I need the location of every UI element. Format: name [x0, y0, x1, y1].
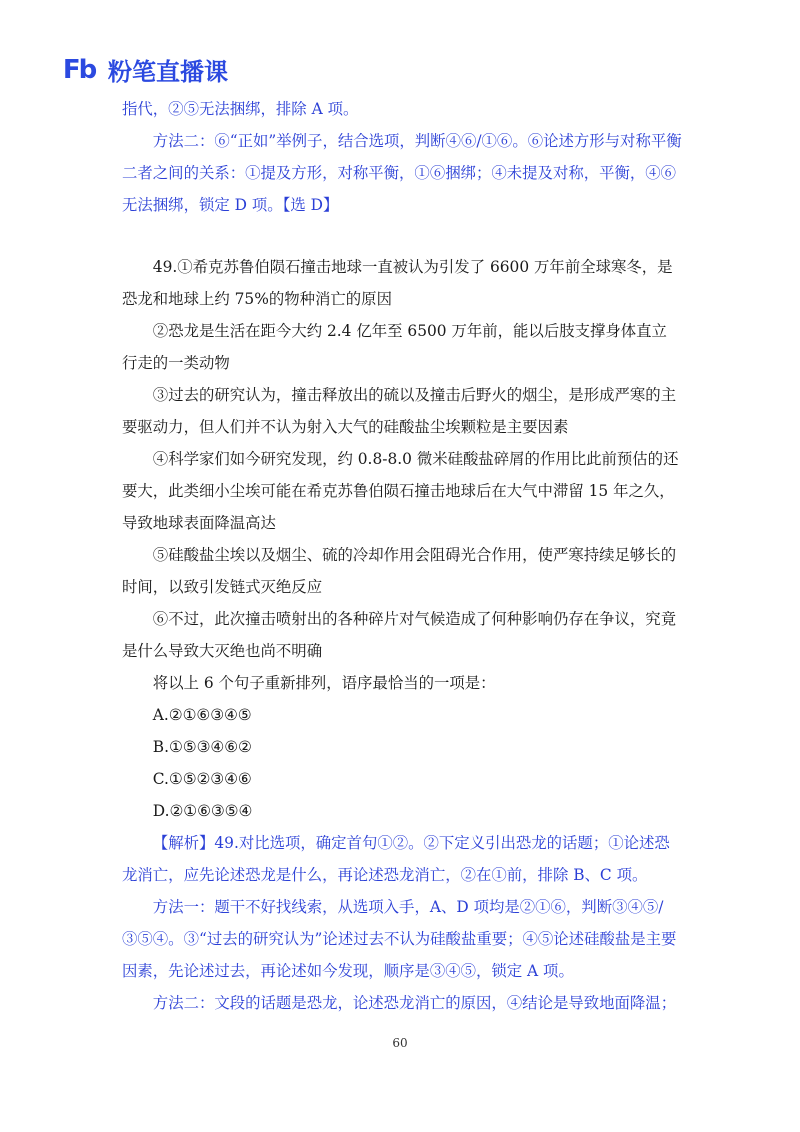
- brand-name: 粉笔直播课: [108, 58, 228, 86]
- question-sentence-1: 49.①希克苏鲁伯陨石撞击地球一直被认为引发了 6600 万年前全球寒冬，是恐龙和地球上约 75%的物种消亡的原因: [122, 258, 673, 308]
- brand-logo: [58, 52, 228, 87]
- question-sentence-6: ⑥不过，此次撞击喷射出的各种碎片对气候造成了何种影响仍存在争议，究竟是什么导致大灭绝也尚不明确: [122, 610, 677, 660]
- question-sentence-4: ④科学家们如今研究发现，约 0.8-8.0 微米硅酸盐碎屑的作用比此前预估的还要大，此类细小尘埃可能在希克苏鲁伯陨石撞击地球后在大气中滞留 15 年之久，导致地球表面降温高达: [122, 450, 679, 532]
- question-prompt: 将以上 6 个句子重新排列，语序最恰当的一项是：: [152, 674, 496, 692]
- page-number: 60: [392, 1036, 408, 1050]
- analysis-method1: 方法一：题干不好找线索，从选项入手，A、D 项均是②①⑥，判断③④⑤/③⑤④。③“过去的研究认为”论述过去不认为硅酸盐重要；④⑤论述硅酸盐是主要因素，先论述过去，再论述如今发现，顺序是③④⑤，锁定 A 项。: [122, 898, 677, 980]
- option-c: C.①⑤②③④⑥: [152, 770, 252, 788]
- prev-answer-line: 指代，②⑤无法捆绑，排除 A 项。: [122, 100, 359, 118]
- analysis-method2: 方法二：文段的话题是恐龙，论述恐龙消亡的原因，④结论是导致地面降温；: [152, 994, 677, 1012]
- question-sentence-5: ⑤硅酸盐尘埃以及烟尘、硫的冷却作用会阻碍光合作用，使严寒持续足够长的时间，以致引发链式灭绝反应: [122, 546, 677, 596]
- page-content: [122, 93, 682, 1019]
- question-sentence-2: ②恐龙是生活在距今大约 2.4 亿年至 6500 万年前，能以后肢支撑身体直立行走的一类动物: [122, 322, 667, 372]
- option-d: D.②①⑥③⑤④: [152, 802, 253, 820]
- fb-logo-icon: Fb: [62, 54, 96, 85]
- prev-answer-method2: 方法二：⑥“正如”举例子，结合选项，判断④⑥/①⑥。⑥论述方形与对称平衡二者之间的关系：①提及方形，对称平衡，①⑥捆绑；④未提及对称，平衡，④⑥无法捆绑，锁定 D 项。【选 D】: [122, 132, 682, 214]
- option-a: A.②①⑥③④⑤: [152, 706, 252, 724]
- question-sentence-3: ③过去的研究认为，撞击释放出的硫以及撞击后野火的烟尘，是形成严寒的主要驱动力，但人们并不认为射入大气的硅酸盐尘埃颗粒是主要因素: [122, 386, 677, 436]
- analysis-intro: 【解析】49.对比选项，确定首句①②。②下定义引出恐龙的话题；①论述恐龙消亡，应先论述恐龙是什么，再论述恐龙消亡，②在①前，排除 B、C 项。: [122, 834, 670, 884]
- option-b: B.①⑤③④⑥②: [152, 738, 252, 756]
